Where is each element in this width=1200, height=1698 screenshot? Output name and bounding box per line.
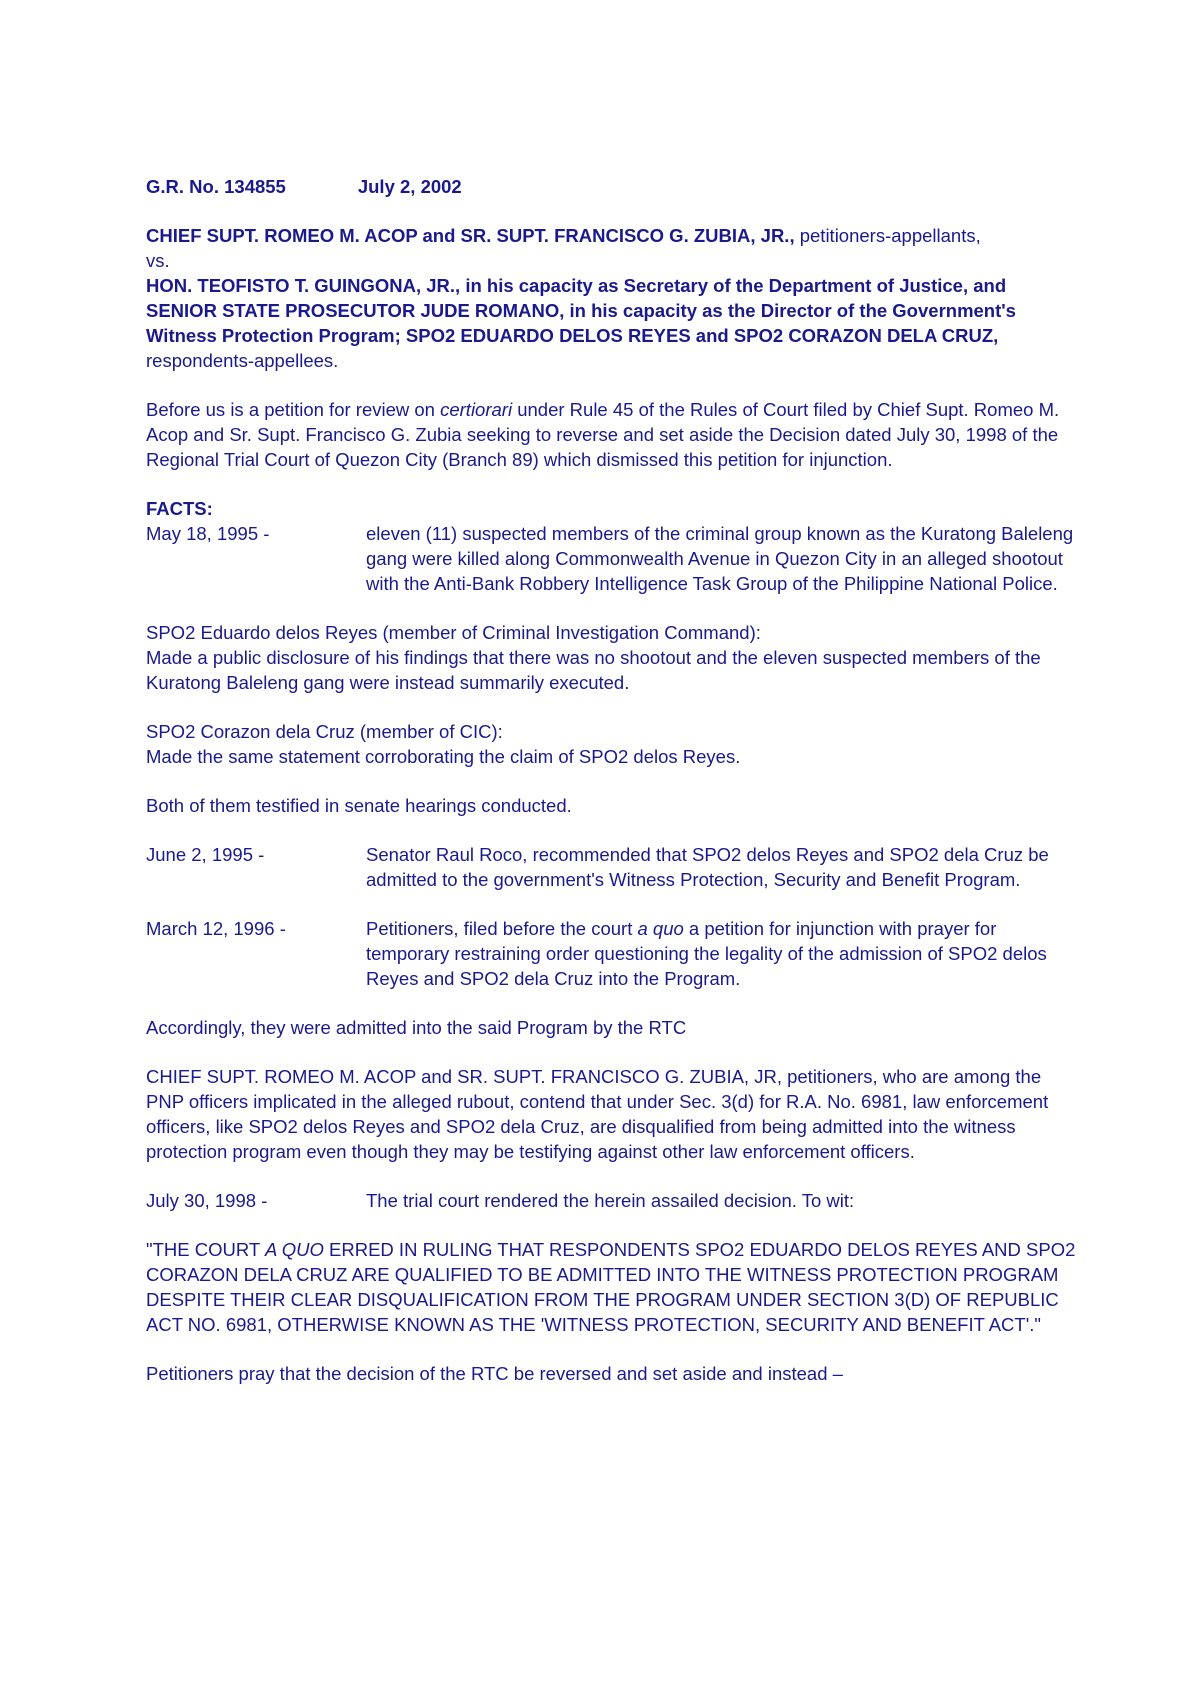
fact-entry-may-1995	[146, 521, 1076, 596]
entry-date: June 2, 1995 -	[146, 844, 265, 865]
versus: vs.	[146, 250, 170, 271]
facts-heading: FACTS:	[146, 498, 213, 519]
entry-italic: a quo	[637, 918, 684, 939]
entry-date: March 12, 1996 -	[146, 918, 286, 939]
fact-entry-march-1996	[146, 916, 1076, 991]
quote-italic: A QUO	[264, 1239, 324, 1260]
delos-reyes-statement: Made a public disclosure of his findings that there was no shootout and the eleven suspected members of the Kuratong Baleleng gang were instead summarily executed.	[146, 647, 1041, 693]
intro-text-1: Before us is a petition for review on	[146, 399, 441, 420]
intro-text-2: under Rule 45 of the Rules of Court filed by Chief Supt. Romeo M. Acop and Sr. Supt. Francisco G. Zubia seeking to reverse and set aside the Decision dated July 30, 1998 of the Regional Trial Court of Quezon City (Branch 89) which dismissed this petition for injunction.	[146, 399, 1060, 470]
intro-italic: certiorari	[440, 399, 513, 420]
entry-text: eleven (11) suspected members of the criminal group known as the Kuratong Baleleng gang were killed along Commonwealth Avenue in Quezon City in an alleged shootout with the Anti-Bank Robbery Intelligence Task Group of the Philippine National Police.	[366, 523, 1074, 594]
fact-entry-july-1998	[146, 1188, 1076, 1213]
entry-date: May 18, 1995 -	[146, 523, 270, 544]
entry-text: Senator Raul Roco, recommended that SPO2 delos Reyes and SPO2 dela Cruz be admitted to the government's Witness Protection, Security and Benefit Program.	[366, 844, 1049, 890]
prayer-paragraph: Petitioners pray that the decision of the RTC be reversed and set aside and instead –	[146, 1363, 843, 1384]
fact-entry-june-1995	[146, 842, 1076, 892]
entry-date: July 30, 1998 -	[146, 1190, 268, 1211]
quote-text-2: ERRED IN RULING THAT RESPONDENTS SPO2 EDUARDO DELOS REYES AND SPO2 CORAZON DELA CRUZ ARE QUALIFIED TO BE ADMITTED INTO THE WITNESS PROTECTION PROGRAM DESPITE THEIR CLEAR DISQUALIFICATION FROM THE PROGRAM UNDER SECTION 3(D) OF REPUBLIC ACT NO. 6981, OTHERWISE KNOWN AS THE 'WITNESS PROTECTION, SECURITY AND BENEFIT ACT'."	[146, 1239, 1076, 1335]
quote-text-1: "THE COURT	[146, 1239, 265, 1260]
decision-date: July 2, 2002	[357, 176, 462, 197]
admission-paragraph: Accordingly, they were admitted into the said Program by the RTC	[146, 1017, 687, 1038]
dela-cruz-heading: SPO2 Corazon dela Cruz (member of CIC):	[146, 721, 503, 742]
dela-cruz-statement: Made the same statement corroborating the claim of SPO2 delos Reyes.	[146, 746, 741, 767]
petitioners-block	[146, 223, 1076, 248]
entry-text: The trial court rendered the herein assailed decision. To wit:	[366, 1190, 855, 1211]
testimony-paragraph: Both of them testified in senate hearings conducted.	[146, 795, 572, 816]
intro-paragraph	[146, 397, 1076, 472]
document-body	[146, 174, 1076, 1386]
contention-paragraph: CHIEF SUPT. ROMEO M. ACOP and SR. SUPT. FRANCISCO G. ZUBIA, JR, petitioners, who are among the PNP officers implicated in the alleged rubout, contend that under Sec. 3(d) for R.A. No. 6981, law enforcement officers, like SPO2 delos Reyes and SPO2 dela Cruz, are disqualified from being admitted into the witness protection program even though they may be testifying against other law enforcement officers.	[146, 1066, 1049, 1162]
entry-text	[366, 916, 1076, 991]
respondents-block	[146, 273, 1076, 373]
assignment-of-error-quote	[146, 1237, 1076, 1337]
respondents-role: respondents-appellees.	[146, 350, 339, 371]
case-header	[146, 174, 1076, 199]
petitioners-names: CHIEF SUPT. ROMEO M. ACOP and SR. SUPT. FRANCISCO G. ZUBIA, JR.,	[146, 225, 795, 246]
delos-reyes-heading: SPO2 Eduardo delos Reyes (member of Criminal Investigation Command):	[146, 622, 761, 643]
entry-text-2: a petition for injunction with prayer for temporary restraining order questioning the legality of the admission of SPO2 delos Reyes and SPO2 dela Cruz into the Program.	[366, 918, 1047, 989]
entry-text-1: Petitioners, filed before the court	[366, 918, 638, 939]
petitioners-role: petitioners-appellants,	[794, 225, 981, 246]
respondents-names: HON. TEOFISTO T. GUINGONA, JR., in his capacity as Secretary of the Department of Justice, and SENIOR STATE PROSECUTOR JUDE ROMANO, in his capacity as the Director of the Government's Witness Protection Program; SPO2 EDUARDO DELOS REYES and SPO2 CORAZON DELA CRUZ,	[146, 275, 1016, 346]
gr-number: G.R. No. 134855	[146, 176, 286, 197]
